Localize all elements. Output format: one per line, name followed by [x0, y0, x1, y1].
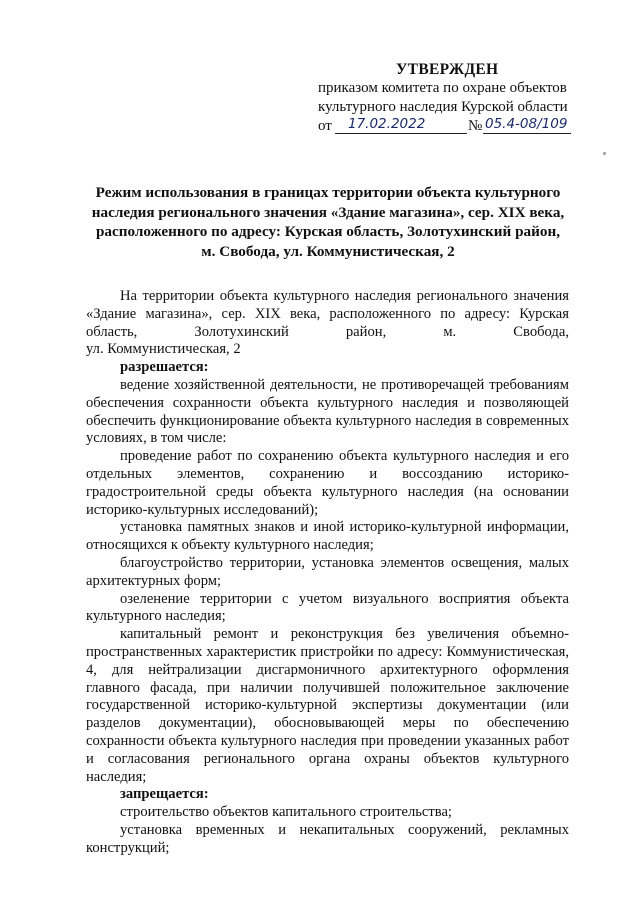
order-number: 05.4-08/109 [485, 116, 568, 132]
approval-line-2: культурного наследия Курской области [318, 99, 568, 115]
allowed-item: капитальный ремонт и реконструкция без увеличения объемно-пространственных характеристик пристройки по адресу: Коммунистическая, 4, для нейтрализации дисгармоничного архитектурного оформления главного фасада, при наличии получившей положительное заключение государственной историко-культурной экспертизы документации (или разделов документации), обосновывающей меры по обеспечению сохранности объекта культурного наследия при проведении указанных работ и согласования регионального органа охраны объектов культурного наследия; [86, 626, 569, 785]
title-line-2: наследия регионального значения «Здание магазина», сер. XIX века, [91, 203, 565, 221]
allowed-item: озеленение территории с учетом визуального восприятия объекта культурного наследия; [86, 590, 569, 625]
order-date-number-line [318, 117, 618, 139]
title-line-1: Режим использования в границах территории объекта культурного [95, 184, 561, 201]
intro-address-end: ул. Коммунистическая, 2 [86, 341, 241, 358]
from-label: от [318, 118, 332, 134]
intro-paragraph: На территории объекта культурного наследия регионального значения «Здание магазина», сер. XIX века, расположенного по адресу: Курская область, Золотухинский район, м. Свобода, [86, 288, 569, 340]
title-line-3: расположенного по адресу: Курская область, Золотухинский район, [95, 223, 561, 240]
order-date: 17.02.2022 [348, 116, 426, 132]
number-label: № [468, 118, 483, 134]
title-line-4: м. Свобода, ул. Коммунистическая, 2 [201, 242, 455, 260]
scan-speck [603, 152, 606, 155]
forbidden-heading: запрещается: [120, 786, 209, 803]
document-title [78, 183, 578, 261]
approval-line-1: приказом комитета по охране объектов [318, 80, 567, 96]
allowed-heading: разрешается: [120, 359, 209, 376]
approval-block [318, 60, 618, 139]
forbidden-item: строительство объектов капитального строительства; [120, 804, 452, 821]
document-body [86, 288, 569, 858]
allowed-item: ведение хозяйственной деятельности, не противоречащей требованиям обеспечения сохранности объекта культурного наследия и позволяющей обеспечить функционирование объекта культурного наследия в современных условиях, в том числе: [86, 376, 569, 447]
allowed-item: проведение работ по сохранению объекта культурного наследия и его отдельных элементов, сохранению и воссозданию историко-градостроительной среды объекта культурного наследия (на основании историко-культурных исследований); [86, 448, 569, 518]
allowed-item: установка памятных знаков и иной историко-культурной информации, относящихся к объекту культурного наследия; [86, 519, 569, 554]
forbidden-item: установка временных и некапитальных сооружений, рекламных конструкций; [86, 821, 569, 856]
allowed-item: благоустройство территории, установка элементов освещения, малых архитектурных форм; [86, 554, 569, 589]
approval-heading: УТВЕРЖДЕН [396, 61, 499, 78]
